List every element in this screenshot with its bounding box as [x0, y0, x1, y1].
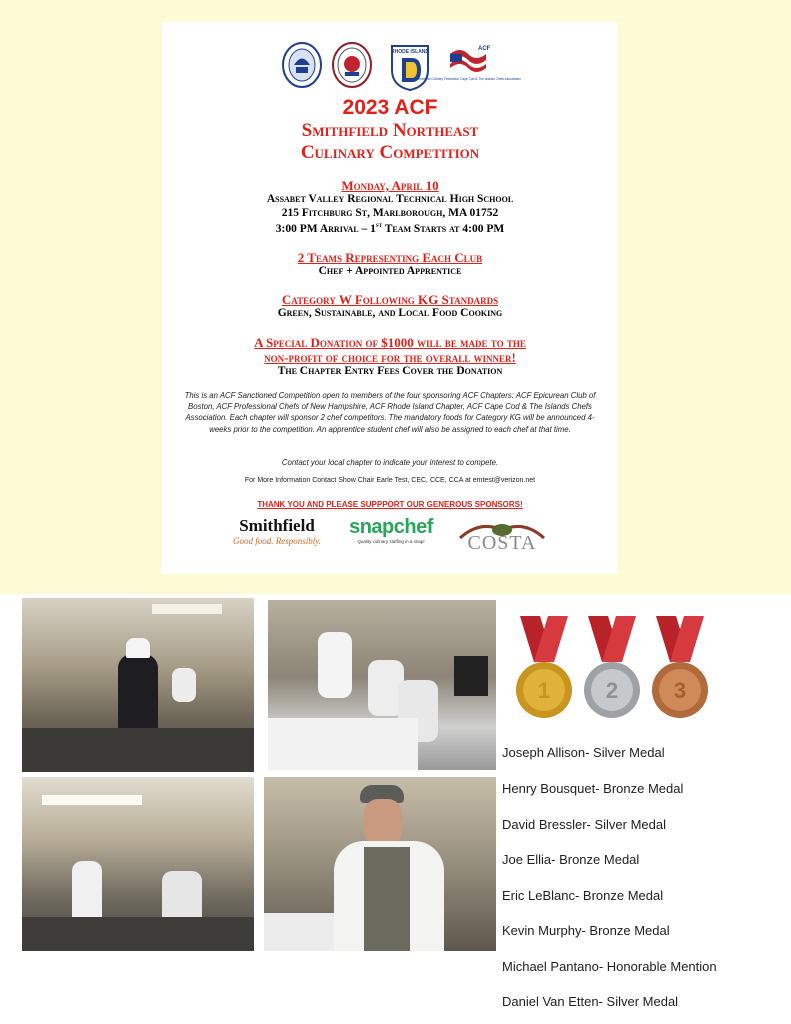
gold-medal-icon: [516, 616, 572, 718]
result-item: Michael Pantano- Honorable Mention: [502, 959, 717, 974]
result-item: David Bressler- Silver Medal: [502, 817, 666, 832]
costa-logo: [450, 516, 554, 561]
bronze-medal-number: 3: [673, 678, 687, 703]
smithfield-logo: [222, 516, 332, 546]
smithfield-wordmark: Smithfield: [239, 516, 315, 535]
category-subheading: Green, Sustainable, and Local Food Cooking: [277, 307, 503, 319]
flyer-title-name: Smithfield Northeast: [301, 120, 479, 141]
photo-kitchen-chef-cooking: [22, 598, 254, 772]
flyer-title-year: 2023 ACF: [342, 96, 438, 119]
silver-medal-icon: [584, 616, 640, 718]
donation-line-1: A Special Donation of $1000 will be made to the: [254, 335, 526, 350]
photo-judges-table: [268, 600, 496, 770]
medals-illustration: [512, 612, 722, 724]
cape-cod-chefs-logo: [417, 40, 521, 90]
silver-medal-number: 2: [605, 678, 619, 703]
snapchef-logo: [336, 516, 446, 544]
epicurean-club-logo: [282, 40, 322, 90]
svg-text:ACF: ACF: [478, 46, 491, 52]
category-heading: Category W Following KG Standards: [281, 292, 499, 307]
rhode-island-logo-text: RHODE ISLAND: [390, 49, 430, 55]
teams-heading: 2 Teams Representing Each Club: [297, 250, 483, 265]
teams-subheading: Chef + Appointed Apprentice: [318, 265, 462, 277]
smithfield-tagline: Good food. Responsibly.: [233, 536, 321, 546]
donation-subheading: The Chapter Entry Fees Cover the Donation: [277, 365, 503, 377]
chapter-logos: [162, 40, 618, 98]
result-item: Eric LeBlanc- Bronze Medal: [502, 888, 664, 903]
cape-cod-logo-text: American Culinary Federation Cape Cod & The Islands Chefs Association: [417, 77, 521, 81]
event-time: [162, 221, 618, 235]
result-item: Joseph Allison- Silver Medal: [502, 745, 665, 760]
event-address: 215 Fitchburg St, Marlborough, MA 01752: [281, 207, 499, 219]
event-date: Monday, April 10: [341, 178, 439, 193]
result-item: Kevin Murphy- Bronze Medal: [502, 923, 670, 938]
bronze-medal-icon: [652, 616, 708, 718]
contact-call-to-action: Contact your local chapter to indicate your interest to compete.: [281, 458, 499, 467]
result-item: Henry Bousquet- Bronze Medal: [502, 781, 684, 796]
gold-medal-number: 1: [537, 678, 551, 703]
costa-wordmark: COSTA: [467, 532, 537, 554]
sponsor-thanks: THANK YOU AND PLEASE SUPPPORT OUR GENEROUS SPONSORS!: [257, 500, 523, 509]
event-time-start: Team Starts at 4:00 PM: [382, 222, 505, 235]
event-time-superscript: st: [375, 221, 383, 229]
donation-line-2: non-profit of choice for the overall winner!: [264, 350, 516, 365]
more-info-contact: For More Information Contact Show Chair Earle Test, CEC, CCE, CCA at emtest@verizon.net: [244, 477, 536, 484]
photo-chef-closeup: [264, 777, 496, 951]
photo-kitchen-line: [22, 777, 254, 951]
rhode-island-chapter-logo: [388, 40, 428, 90]
competition-description: This is an ACF Sanctioned Competition open to members of the four sponsoring ACF Chapters: ACF Epicurean Club of Boston, ACF Professional Chefs of New Hampshire, ACF Rhode Island Chapter, ACF Cape Cod & The Islands Chefs Association. Each chapter will sponsor 2 chef competitors. The mandatory foods for Category KG will be announced 4-weeks prior to the competition. An apprentice student chef will also be assigned to each chef at that time.: [184, 391, 596, 434]
result-item: Joe Ellia- Bronze Medal: [502, 852, 640, 867]
snapchef-wordmark: snapchef: [349, 516, 433, 538]
competition-flyer: [162, 22, 618, 574]
flyer-title-competition: Culinary Competition: [300, 142, 480, 163]
new-hampshire-chefs-logo: [332, 40, 372, 90]
event-venue: Assabet Valley Regional Technical High School: [266, 193, 514, 205]
event-time-arrival: 3:00 PM Arrival – 1: [275, 222, 376, 235]
snapchef-tagline: Quality culinary staffing in a snap!: [357, 539, 425, 544]
result-item: Daniel Van Etten- Silver Medal: [502, 994, 679, 1009]
